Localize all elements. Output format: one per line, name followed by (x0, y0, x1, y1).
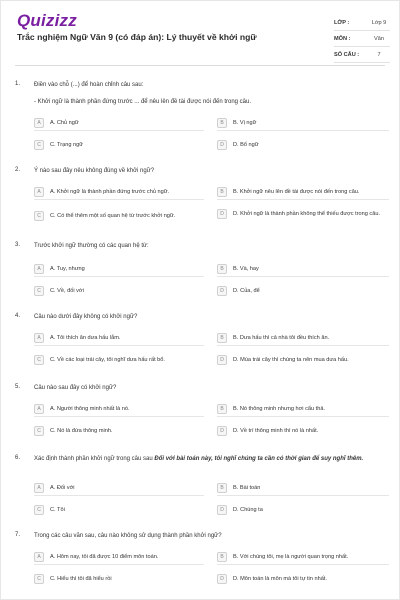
option-letter-box: C (34, 505, 44, 515)
option-underline (34, 345, 204, 346)
question-4 (1, 313, 400, 373)
option-text: B. Khởi ngữ nêu lên đề tài được nói đến trong câu. (233, 188, 360, 195)
option-b[interactable] (217, 552, 348, 562)
question-text: Trong các câu văn sau, câu nào không sử dụng thành phần khởi ngữ? (34, 533, 222, 539)
option-text: A. Khởi ngữ là thành phần đứng trước chủ ngữ. (50, 188, 170, 195)
question-number: 7. (15, 532, 21, 538)
option-c[interactable] (34, 574, 112, 584)
option-letter-box: D (217, 574, 227, 584)
option-text: A. Chủ ngữ (50, 119, 79, 126)
option-letter-box: B (217, 483, 227, 493)
option-underline (34, 495, 204, 496)
question-text: Trước khởi ngữ thường có các quan hệ từ: (34, 243, 149, 249)
option-c[interactable] (34, 286, 84, 296)
question-3 (1, 242, 400, 302)
option-a[interactable] (34, 483, 75, 493)
question-number: 2. (15, 167, 21, 173)
option-d[interactable] (217, 286, 260, 296)
option-letter-box: C (34, 286, 44, 296)
meta-key: SỐ CÂU : (334, 51, 360, 58)
question-1 (1, 81, 400, 153)
meta-row-class (334, 15, 390, 31)
option-letter-box: A (34, 552, 44, 562)
option-d[interactable] (217, 209, 383, 219)
question-2 (1, 167, 400, 231)
option-letter-box: B (217, 118, 227, 128)
option-text: D. Khởi ngữ là thành phần không thể thiếu được trong câu. (233, 210, 380, 217)
option-letter-box: A (34, 264, 44, 274)
option-text: D. Bổ ngữ (233, 141, 259, 148)
header-divider (15, 65, 385, 66)
option-text: A. Hôm nay, tôi đã được 10 điểm môn toán. (50, 553, 159, 560)
option-a[interactable] (34, 118, 79, 128)
meta-row-count (334, 47, 390, 63)
option-letter-box: C (34, 574, 44, 584)
question-number: 3. (15, 242, 21, 248)
question-number: 1. (15, 81, 21, 87)
option-underline (217, 564, 389, 565)
meta-key: MÔN : (334, 35, 351, 42)
meta-value: 7 (377, 51, 381, 58)
option-text: C. Về, đối với (50, 287, 84, 294)
option-letter-box: A (34, 118, 44, 128)
option-text: B. Vị ngữ (233, 119, 257, 126)
option-letter-box: D (217, 426, 227, 436)
option-letter-box: A (34, 404, 44, 414)
option-letter-box: B (217, 187, 227, 197)
question-text: Câu nào dưới đây không có khởi ngữ? (34, 314, 138, 320)
option-text: B. Bài toán (233, 484, 261, 491)
option-underline (217, 199, 389, 200)
option-text: C. Hiểu thì tôi đã hiểu rồi (50, 575, 112, 582)
option-d[interactable] (217, 355, 349, 365)
option-letter-box: A (34, 333, 44, 343)
option-text: D. Chúng ta (233, 506, 263, 513)
option-b[interactable] (217, 404, 325, 414)
option-letter-box: B (217, 552, 227, 562)
option-a[interactable] (34, 264, 85, 274)
option-d[interactable] (217, 574, 327, 584)
option-text: C. Nó là đứa thông minh. (50, 427, 113, 434)
option-d[interactable] (217, 140, 259, 150)
option-letter-box: B (217, 264, 227, 274)
option-text: D. Của, để (233, 287, 260, 294)
question-subtext: - Khởi ngữ là thành phần đứng trước ... để nêu lên đề tài được nói đến trong câu. (34, 99, 252, 105)
question-text: Điền vào chỗ (...) để hoàn chỉnh câu sau: (34, 82, 144, 88)
option-c[interactable] (34, 140, 83, 150)
question-quoted-sentence: Đối với bài toán này, tôi nghĩ chúng ta cần có thời gian để suy nghĩ thêm. (154, 456, 364, 462)
option-underline (217, 495, 389, 496)
option-text: D. Môn toán là môn mà tôi tự tin nhất. (233, 575, 327, 582)
option-c[interactable] (34, 211, 175, 221)
option-letter-box: B (217, 333, 227, 343)
option-letter-box: D (217, 140, 227, 150)
option-b[interactable] (217, 118, 256, 128)
option-b[interactable] (217, 333, 329, 343)
meta-value: Lớp 9 (371, 19, 387, 26)
option-a[interactable] (34, 552, 158, 562)
option-c[interactable] (34, 505, 65, 515)
option-underline (217, 276, 389, 277)
option-letter-box: D (217, 355, 227, 365)
option-letter-box: A (34, 483, 44, 493)
option-letter-box: A (34, 187, 44, 197)
meta-key: LỚP : (334, 19, 350, 26)
question-text: Câu nào sau đây có khởi ngữ? (34, 385, 117, 391)
page-title: Trắc nghiệm Ngữ Văn 9 (có đáp án): Lý thuyết về khởi ngữ (17, 32, 257, 42)
worksheet-header (1, 1, 399, 64)
meta-row-subject (334, 31, 390, 47)
option-b[interactable] (217, 187, 359, 197)
option-text: D. Về trí thông minh thì nó là nhất. (233, 427, 319, 434)
option-b[interactable] (217, 264, 259, 274)
option-text: A. Tuy, nhưng (50, 265, 85, 272)
option-a[interactable] (34, 333, 121, 343)
option-a[interactable] (34, 404, 130, 414)
option-c[interactable] (34, 355, 165, 365)
option-underline (34, 276, 204, 277)
option-text: A. Người thông minh nhất là nó. (50, 405, 130, 412)
option-letter-box: C (34, 355, 44, 365)
option-text: B. Và, hay (233, 265, 259, 272)
question-number: 6. (15, 455, 21, 461)
option-underline (34, 564, 204, 565)
option-a[interactable] (34, 187, 169, 197)
option-text: D. Mùa trái cây thì chúng ta nên mua dưa hấu. (233, 356, 349, 363)
option-underline (217, 130, 389, 131)
question-text-plain: Xác định thành phần khởi ngữ trong câu sau (34, 456, 155, 462)
option-letter-box: C (34, 211, 44, 221)
question-5 (1, 384, 400, 444)
meta-table (334, 15, 390, 63)
option-letter-box: D (217, 286, 227, 296)
meta-value: Văn (374, 35, 384, 42)
option-letter-box: C (34, 140, 44, 150)
option-text: A. Đối với (50, 484, 75, 491)
option-text: C. Có thể thêm một số quan hệ từ trước khởi ngữ. (50, 212, 176, 219)
option-underline (34, 416, 204, 417)
option-b[interactable] (217, 483, 260, 493)
option-underline (217, 416, 389, 417)
option-text: B. Nó thông minh nhưng hơi cẩu thả. (233, 405, 325, 412)
option-d[interactable] (217, 505, 263, 515)
option-text: C. Tôi (50, 506, 65, 513)
quizizz-logo: Quizizz (17, 11, 77, 30)
option-underline (34, 199, 204, 200)
option-letter-box: C (34, 426, 44, 436)
option-text: C. Về các loại trái cây, tôi nghĩ dưa hấu rất bổ. (50, 356, 165, 363)
question-number: 5. (15, 384, 21, 390)
question-number: 4. (15, 313, 21, 319)
option-text: B. Dưa hấu thì cả nhà tôi đều thích ăn. (233, 334, 330, 341)
question-text (34, 455, 389, 463)
option-letter-box: D (217, 209, 227, 219)
question-6 (1, 455, 400, 521)
option-c[interactable] (34, 426, 113, 436)
option-underline (217, 345, 389, 346)
option-text: C. Trạng ngữ (50, 141, 83, 148)
option-text: A. Tôi thích ăn dưa hấu lắm. (50, 334, 121, 341)
option-letter-box: B (217, 404, 227, 414)
option-letter-box: D (217, 505, 227, 515)
question-text: Ý nào sau đây nêu không đúng về khởi ngữ? (34, 168, 155, 174)
question-7 (1, 532, 400, 600)
option-text: B. Với chúng tôi, mẹ là người quan trọng nhất. (233, 553, 349, 560)
option-d[interactable] (217, 426, 318, 436)
option-underline (34, 130, 204, 131)
